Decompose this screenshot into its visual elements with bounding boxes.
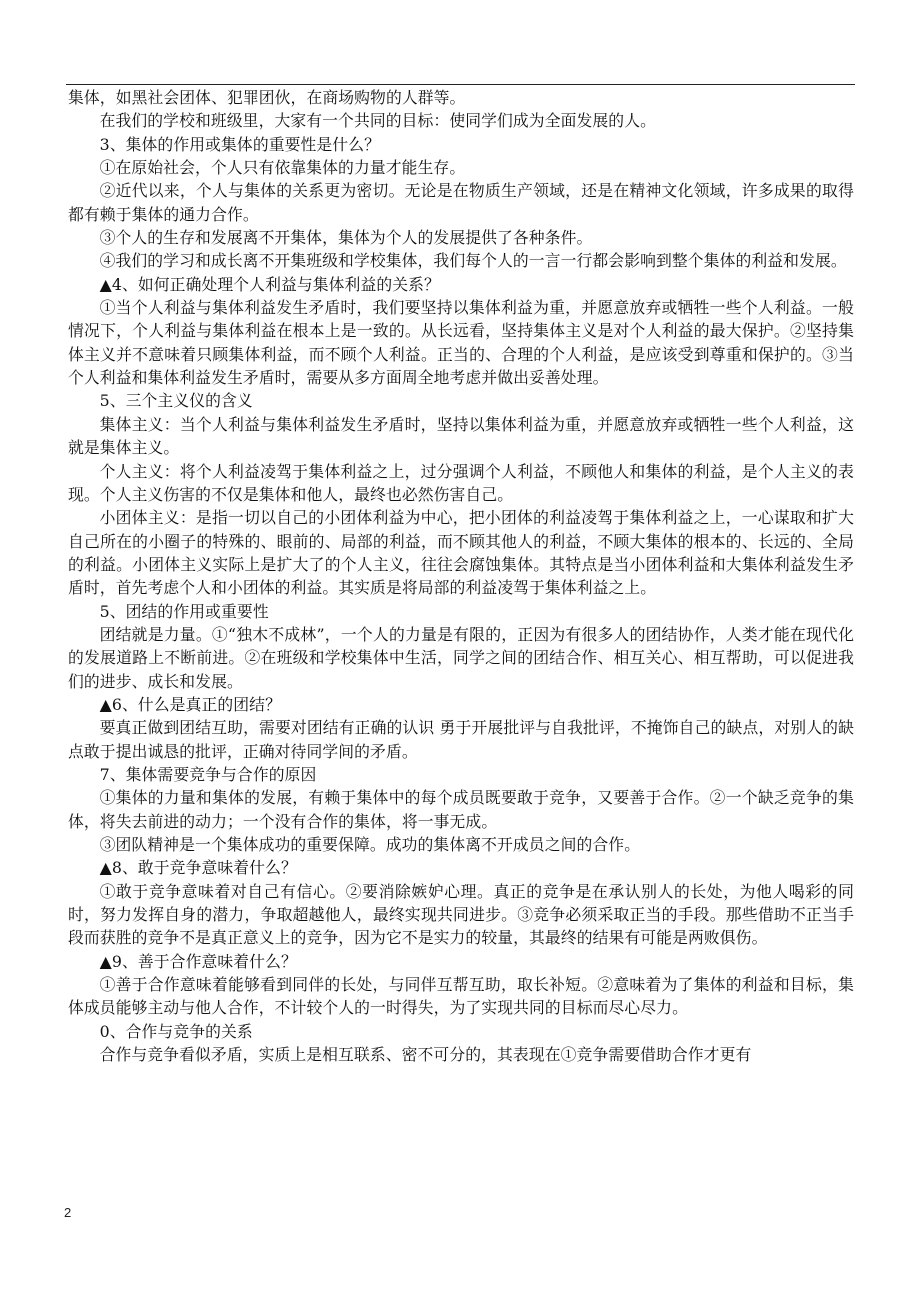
paragraph: 小团体主义：是指一切以自己的小团体利益为中心，把小团体的利益凌驾于集体利益之上，一心谋取和扩大自己所在的小圈子的特殊的、眼前的、局部的利益，而不顾其他人的利益，不顾大集体的根本的、长远的、全局的利益。小团体主义实际上是扩大了的个人主义，往往会腐蚀集体。其特点是当小团体利益和大集体利益发生矛盾时，首先考虑个人和小团体的利益。其实质是将局部的利益凌驾于集体利益之上。 bbox=[68, 508, 854, 598]
paragraph: ③个人的生存和发展离不开集体，集体为个人的发展提供了各种条件。 bbox=[99, 228, 593, 248]
section-heading: 5、团结的作用或重要性 bbox=[99, 601, 269, 621]
page-number: 2 bbox=[64, 1205, 72, 1220]
paragraph: ③团队精神是一个集体成功的重要保障。成功的集体离不开成员之间的合作。 bbox=[99, 835, 641, 854]
section-heading: 7、集体需要竞争与合作的原因 bbox=[99, 764, 317, 784]
paragraph: ①善于合作意味着能够看到同伴的长处，与同伴互帮互助，取长补短。②意味着为了集体的利益和目标，集体成员能够主动与他人合作，不计较个人的一时得失，为了实现共同的目标而尽心尽力。 bbox=[68, 975, 854, 1018]
paragraph: ②近代以来，个人与集体的关系更为密切。无论是在物质生产领域，还是在精神文化领域，许多成果的取得都有赖于集体的通力合作。 bbox=[68, 181, 854, 224]
paragraph: ①在原始社会，个人只有依靠集体的力量才能生存。 bbox=[99, 158, 466, 178]
section-heading: ▲6、什么是真正的团结？ bbox=[99, 694, 281, 714]
paragraph: ①集体的力量和集体的发展，有赖于集体中的每个成员既要敢于竞争，又要善于合作。②一个缺乏竞争的集体，将失去前进的动力；一个没有合作的集体，将一事无成。 bbox=[68, 788, 854, 831]
paragraph: ①敢于竞争意味着对自己有信心。②要消除嫉妒心理。真正的竞争是在承认别人的长处，为他人喝彩的同时，努力发挥自身的潜力，争取超越他人，最终实现共同进步。③竞争必须采取正当的手段。那些借助不正当手段而获胜的竞争不是真正意义上的竞争，因为它不是实力的较量，其最终的结果有可能是两败俱伤。 bbox=[68, 881, 854, 948]
paragraph: 合作与竞争看似矛盾，实质上是相互联系、密不可分的，其表现在①竞争需要借助合作才更有 bbox=[99, 1045, 752, 1065]
section-heading: ▲8、敢于竞争意味着什么？ bbox=[99, 858, 297, 878]
paragraph: ①当个人利益与集体利益发生矛盾时，我们要坚持以集体利益为重，并愿意放弃或牺牲一些个人利益。一般情况下，个人利益与集体利益在根本上是一致的。从长远看，坚持集体主义是对个人利益的最大保护。②坚持集体主义并不意味着只顾集体利益，而不顾个人利益。正当的、合理的个人利益，是应该受到尊重和保护的。③当个人利益和集体利益发生矛盾时，需要从多方面周全地考虑并做出妥善处理。 bbox=[68, 298, 854, 388]
paragraph: 在我们的学校和班级里，大家有一个共同的目标：使同学们成为全面发展的人。 bbox=[99, 111, 656, 131]
paragraph: 个人主义：将个人利益凌驾于集体利益之上，过分强调个人利益，不顾他人和集体的利益，是个人主义的表现。个人主义伤害的不仅是集体和他人，最终也必然伤害自己。 bbox=[68, 461, 854, 504]
section-heading: ▲9、善于合作意味着什么？ bbox=[99, 951, 297, 971]
header-rule bbox=[66, 84, 855, 85]
document-body bbox=[68, 86, 854, 1066]
section-heading: 3、集体的作用或集体的重要性是什么？ bbox=[99, 134, 380, 154]
section-heading: 0、合作与竞争的关系 bbox=[99, 1021, 253, 1041]
paragraph: 要真正做到团结互助，需要对团结有正确的认识 勇于开展批评与自我批评，不掩饰自己的缺点，对别人的缺点敢于提出诚恳的批评，正确对待同学间的矛盾。 bbox=[68, 718, 854, 761]
section-heading: 5、三个主义仪的含义 bbox=[99, 391, 253, 411]
paragraph: 团结就是力量。①“独木不成林”，一个人的力量是有限的，正因为有很多人的团结协作，人类才能在现代化的发展道路上不断前进。②在班级和学校集体中生活，同学之间的团结合作、相互关心、相互帮助，可以促进我们的进步、成长和发展。 bbox=[68, 624, 854, 691]
paragraph: ④我们的学习和成长离不开集班级和学校集体，我们每个人的一言一行都会影响到整个集体的利益和发展。 bbox=[99, 251, 847, 271]
paragraph: 集体，如黑社会团体、犯罪团伙，在商场购物的人群等。 bbox=[68, 88, 466, 107]
section-heading: ▲4、如何正确处理个人利益与集体利益的关系？ bbox=[99, 274, 440, 294]
paragraph: 集体主义：当个人利益与集体利益发生矛盾时，坚持以集体利益为重，并愿意放弃或牺牲一些个人利益，这就是集体主义。 bbox=[68, 414, 854, 458]
